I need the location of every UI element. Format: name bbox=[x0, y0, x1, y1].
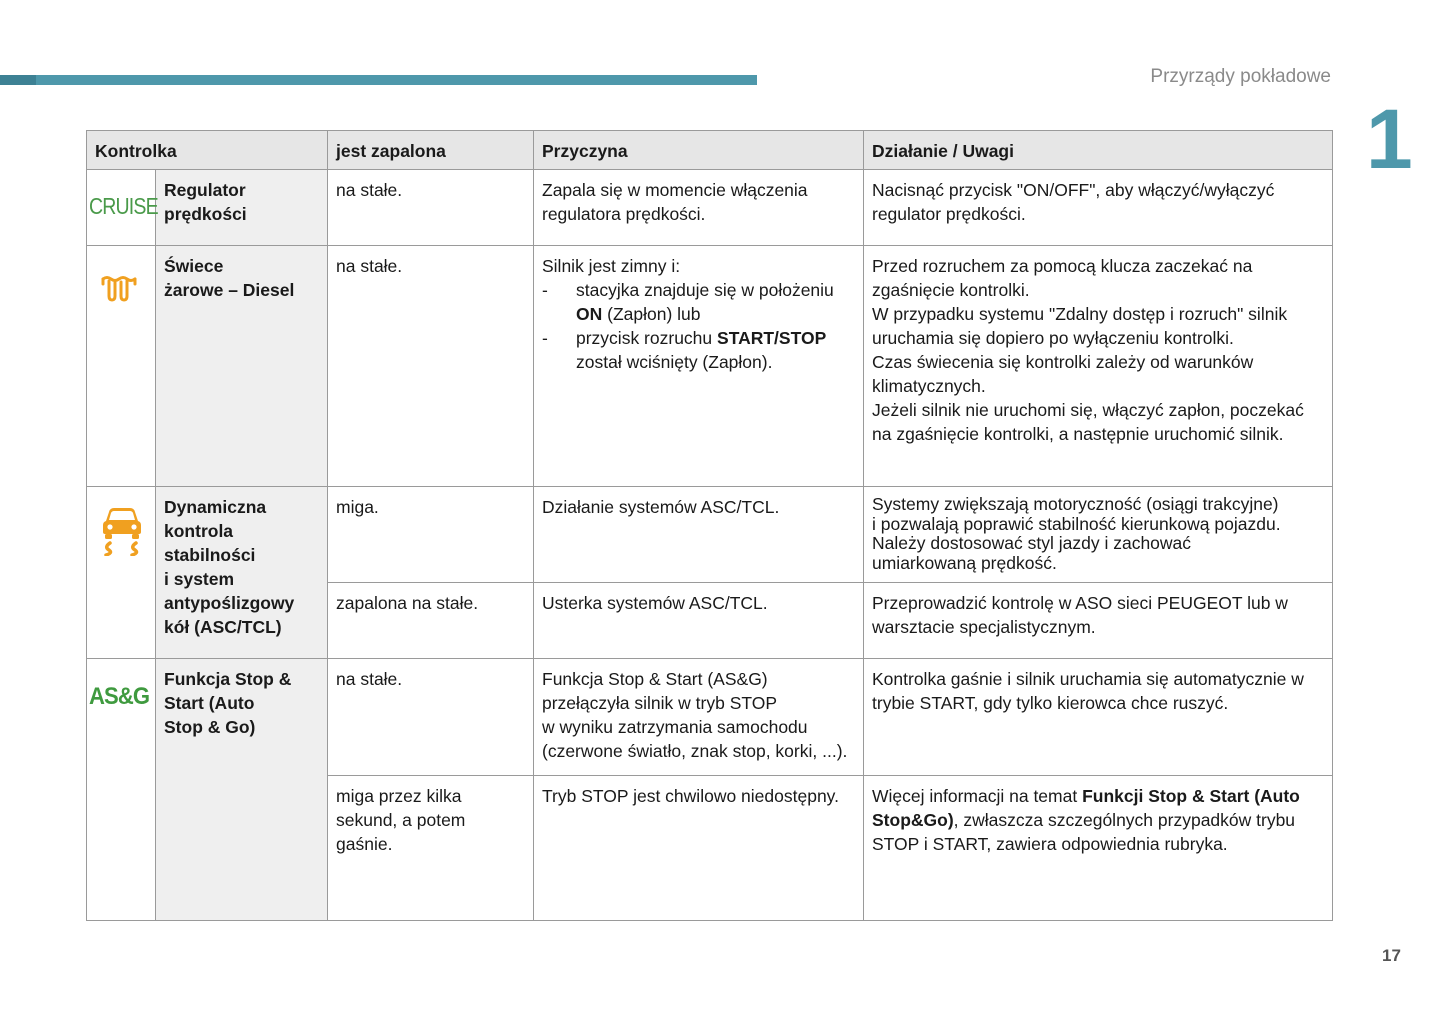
action-cell: Więcej informacji na temat Funkcji Stop & Start (Auto Stop&Go), zwłaszcza szczególnych przypadków trybu STOP i START, zawiera odpowiednia rubryka. bbox=[864, 776, 1333, 921]
icon-cell bbox=[87, 170, 156, 246]
state-cell: na stałe. bbox=[328, 170, 534, 246]
table-row bbox=[87, 246, 1333, 487]
action-line: i pozwalają poprawić stabilność kierunkową pojazdu. bbox=[872, 513, 1281, 534]
cruise-icon: CRUISE bbox=[89, 193, 158, 219]
cause-cell: Działanie systemów ASC/TCL. bbox=[534, 487, 864, 583]
cause-cell: Zapala się w momencie włączenia regulatora prędkości. bbox=[534, 170, 864, 246]
chapter-number: 1 bbox=[1366, 92, 1413, 186]
name-line: kontrola bbox=[164, 521, 234, 541]
icon-cell bbox=[87, 659, 156, 921]
cause-line: Funkcja Stop & Start (AS&G) bbox=[542, 669, 768, 689]
state-cell: miga. bbox=[328, 487, 534, 583]
action-cell: Kontrolka gaśnie i silnik uruchamia się automatycznie w trybie START, gdy tylko kierowca chce ruszyć. bbox=[864, 659, 1333, 776]
cause-cell bbox=[534, 659, 864, 776]
glow-plug-icon bbox=[101, 274, 137, 302]
name-line: prędkości bbox=[164, 204, 247, 224]
cause-cell: Tryb STOP jest chwilowo niedostępny. bbox=[534, 776, 864, 921]
action-cell bbox=[864, 246, 1333, 487]
name-line: antypoślizgowy bbox=[164, 593, 295, 613]
light-name bbox=[156, 246, 328, 487]
header-state: jest zapalona bbox=[328, 131, 534, 170]
name-line: Świece bbox=[164, 256, 224, 276]
cause-list bbox=[542, 278, 855, 374]
state-cell: na stałe. bbox=[328, 246, 534, 487]
action-line: Systemy zwiększają motoryczność (osiągi trakcyjne) bbox=[872, 494, 1279, 514]
skidding-car-icon bbox=[100, 506, 144, 556]
state-cell: na stałe. bbox=[328, 659, 534, 776]
table-row bbox=[87, 659, 1333, 776]
name-line: kół (ASC/TCL) bbox=[164, 617, 282, 637]
action-line: umiarkowaną prędkość. bbox=[872, 552, 1057, 573]
name-line: Stop & Go) bbox=[164, 717, 256, 737]
name-line: Dynamiczna bbox=[164, 497, 267, 517]
action-cell: Przeprowadzić kontrolę w ASO sieci PEUGEOT lub w warsztacie specjalistycznym. bbox=[864, 583, 1333, 659]
cause-line: (czerwone światło, znak stop, korki, ...). bbox=[542, 741, 848, 761]
light-name bbox=[156, 170, 328, 246]
table-row bbox=[87, 487, 1333, 583]
name-line: Funkcja Stop & bbox=[164, 669, 292, 689]
header-accent-bar-left bbox=[0, 75, 36, 85]
action-cell bbox=[864, 487, 1333, 583]
table-row bbox=[87, 170, 1333, 246]
cause-line: przełączyła silnik w tryb STOP bbox=[542, 693, 778, 713]
warning-lights-table bbox=[86, 130, 1333, 921]
auto-stop-go-icon: AS&G bbox=[89, 683, 150, 710]
table-header-row bbox=[87, 131, 1333, 170]
list-item: - stacyjka znajduje się w położeniu ON (Zapłon) lub bbox=[542, 278, 855, 326]
state-cell: zapalona na stałe. bbox=[328, 583, 534, 659]
action-paragraph: Przed rozruchem za pomocą klucza zaczekać na zgaśnięcie kontrolki. bbox=[872, 256, 1253, 300]
light-name bbox=[156, 487, 328, 659]
icon-cell bbox=[87, 487, 156, 659]
list-item: - przycisk rozruchu START/STOP został wciśnięty (Zapłon). bbox=[542, 326, 855, 374]
header-action: Działanie / Uwagi bbox=[864, 131, 1333, 170]
icon-cell bbox=[87, 246, 156, 487]
name-line: i system bbox=[164, 569, 235, 589]
header-kontrolka: Kontrolka bbox=[87, 131, 328, 170]
cause-line: w wyniku zatrzymania samochodu bbox=[542, 717, 808, 737]
light-name bbox=[156, 659, 328, 921]
cause-cell: Usterka systemów ASC/TCL. bbox=[534, 583, 864, 659]
name-line: Regulator bbox=[164, 180, 246, 200]
cause-intro: Silnik jest zimny i: bbox=[542, 256, 681, 276]
state-cell: miga przez kilka sekund, a potem gaśnie. bbox=[328, 776, 534, 921]
action-paragraph: W przypadku systemu "Zdalny dostęp i rozruch" silnik uruchamia się dopiero po wyłączeniu kontrolki. bbox=[872, 304, 1288, 348]
cause-cell bbox=[534, 246, 864, 487]
action-line: Należy dostosować styl jazdy i zachować bbox=[872, 533, 1192, 553]
section-title: Przyrządy pokładowe bbox=[1150, 66, 1331, 87]
header-accent-bar bbox=[0, 75, 757, 85]
action-cell: Nacisnąć przycisk "ON/OFF", aby włączyć/wyłączyć regulator prędkości. bbox=[864, 170, 1333, 246]
action-paragraph: Czas świecenia się kontrolki zależy od warunków klimatycznych. bbox=[872, 352, 1254, 396]
page-number: 17 bbox=[1382, 946, 1401, 965]
header-cause: Przyczyna bbox=[534, 131, 864, 170]
name-line: żarowe – Diesel bbox=[164, 280, 295, 300]
action-paragraph: Jeżeli silnik nie uruchomi się, włączyć zapłon, poczekać na zgaśnięcie kontrolki, a następnie uruchomić silnik. bbox=[872, 400, 1304, 444]
name-line: Start (Auto bbox=[164, 693, 255, 713]
name-line: stabilności bbox=[164, 545, 256, 565]
